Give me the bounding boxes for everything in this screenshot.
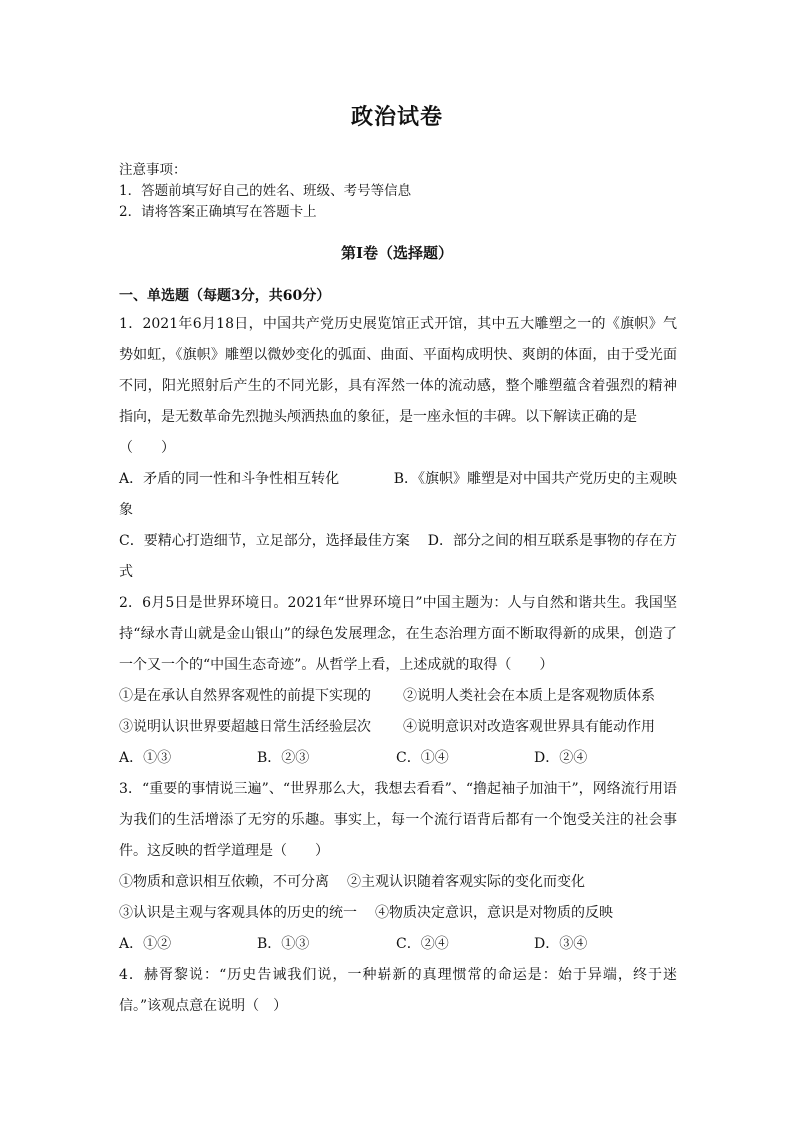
page-title: 政治试卷 xyxy=(350,104,443,130)
question-text: 4．赫胥黎说：“历史告诫我们说，一种崭新的真理惯常的命运是：始于异端，终于迷信。”该观点意在说明（ ） xyxy=(119,967,677,1014)
statement-1: ①物质和意识相互依赖，不可分离 xyxy=(119,874,329,890)
option-continuation: 式 xyxy=(119,564,133,580)
question-text: 2．6月5日是世界环境日。2021年“世界环境日”中国主题为：人与自然和谐共生。我国坚持“绿水青山就是金山银山”的绿色发展理念，在生态治理方面不断取得新的成果，创造了一个又一个的“中国生态奇迹”。从哲学上看，上述成就的取得（ ） xyxy=(119,595,677,673)
question-list xyxy=(119,309,677,1022)
notice-item: 2．请将答案正确填写在答题卡上 xyxy=(119,204,317,220)
option-continuation: 象 xyxy=(119,502,133,518)
statement-row xyxy=(119,898,677,929)
choice-row xyxy=(119,929,677,960)
statement-3: ③说明认识世界要超越日常生活经验层次 xyxy=(119,719,371,735)
statement-row xyxy=(119,712,677,743)
choice-row xyxy=(119,743,677,774)
choice-b: B．①③ xyxy=(257,936,310,952)
choice-d: D．②④ xyxy=(534,750,588,766)
choice-d: D．③④ xyxy=(534,936,588,952)
statement-3: ③认识是主观与客观具体的历史的统一 xyxy=(119,905,357,921)
statement-2: ②说明人类社会在本质上是客观物质体系 xyxy=(403,688,655,704)
choice-a: A．①② xyxy=(119,936,172,952)
question-text: 1．2021年6月18日，中国共产党历史展览馆正式开馆，其中五大雕塑之一的《旗帜》气势如虹，《旗帜》雕塑以微妙变化的弧面、曲面、平面构成明快、爽朗的体面，由于受光面不同，阳光照射后产生的不同光影，具有浑然一体的流动感，整个雕塑蕴含着强烈的精神指向，是无数革命先烈抛头颅洒热血的象征，是一座永恒的丰碑。以下解读正确的是 xyxy=(119,316,677,425)
statement-4: ④物质决定意识，意识是对物质的反映 xyxy=(375,905,613,921)
notice-heading: 注意事项： xyxy=(119,162,187,178)
option-c: C．要精心打造细节，立足部分，选择最佳方案 xyxy=(119,533,410,549)
choice-c: C．①④ xyxy=(396,750,449,766)
notice-item: 1．答题前填写好自己的姓名、班级、考号等信息 xyxy=(119,183,412,199)
statement-1: ①是在承认自然界客观性的前提下实现的 xyxy=(119,688,371,704)
choice-c: C．②④ xyxy=(396,936,449,952)
question-2 xyxy=(119,588,677,774)
statement-row xyxy=(119,681,677,712)
statement-2: ②主观认识随着客观实际的变化而变化 xyxy=(347,874,585,890)
part-heading: 一、单选题（每题3分，共60分） xyxy=(119,288,331,304)
option-row xyxy=(119,464,677,495)
statement-row xyxy=(119,867,677,898)
section-title: 第I卷（选择题） xyxy=(340,244,454,262)
question-text: 3．“重要的事情说三遍”、“世界那么大，我想去看看”、“撸起袖子加油干”，网络流行用语为我们的生活增添了无穷的乐趣。事实上，每一个流行语背后都有一个饱受关注的社会事件。这反映的哲学道理是（ ） xyxy=(119,781,677,859)
question-3 xyxy=(119,774,677,960)
question-4 xyxy=(119,960,677,1022)
option-a: A．矛盾的同一性和斗争性相互转化 xyxy=(119,471,340,487)
statement-4: ④说明意识对改造客观世界具有能动作用 xyxy=(403,719,655,735)
option-row xyxy=(119,526,677,557)
notice-block xyxy=(119,160,411,223)
choice-a: A．①③ xyxy=(119,750,172,766)
choice-b: B．②③ xyxy=(257,750,310,766)
option-b: B．《旗帜》雕塑是对中国共产党历史的主观映 xyxy=(393,471,677,487)
option-d: D．部分之间的相互联系是事物的存在方 xyxy=(427,533,677,549)
answer-blank-row xyxy=(119,433,677,464)
question-1 xyxy=(119,309,677,588)
answer-blank: （ ） xyxy=(119,440,175,456)
